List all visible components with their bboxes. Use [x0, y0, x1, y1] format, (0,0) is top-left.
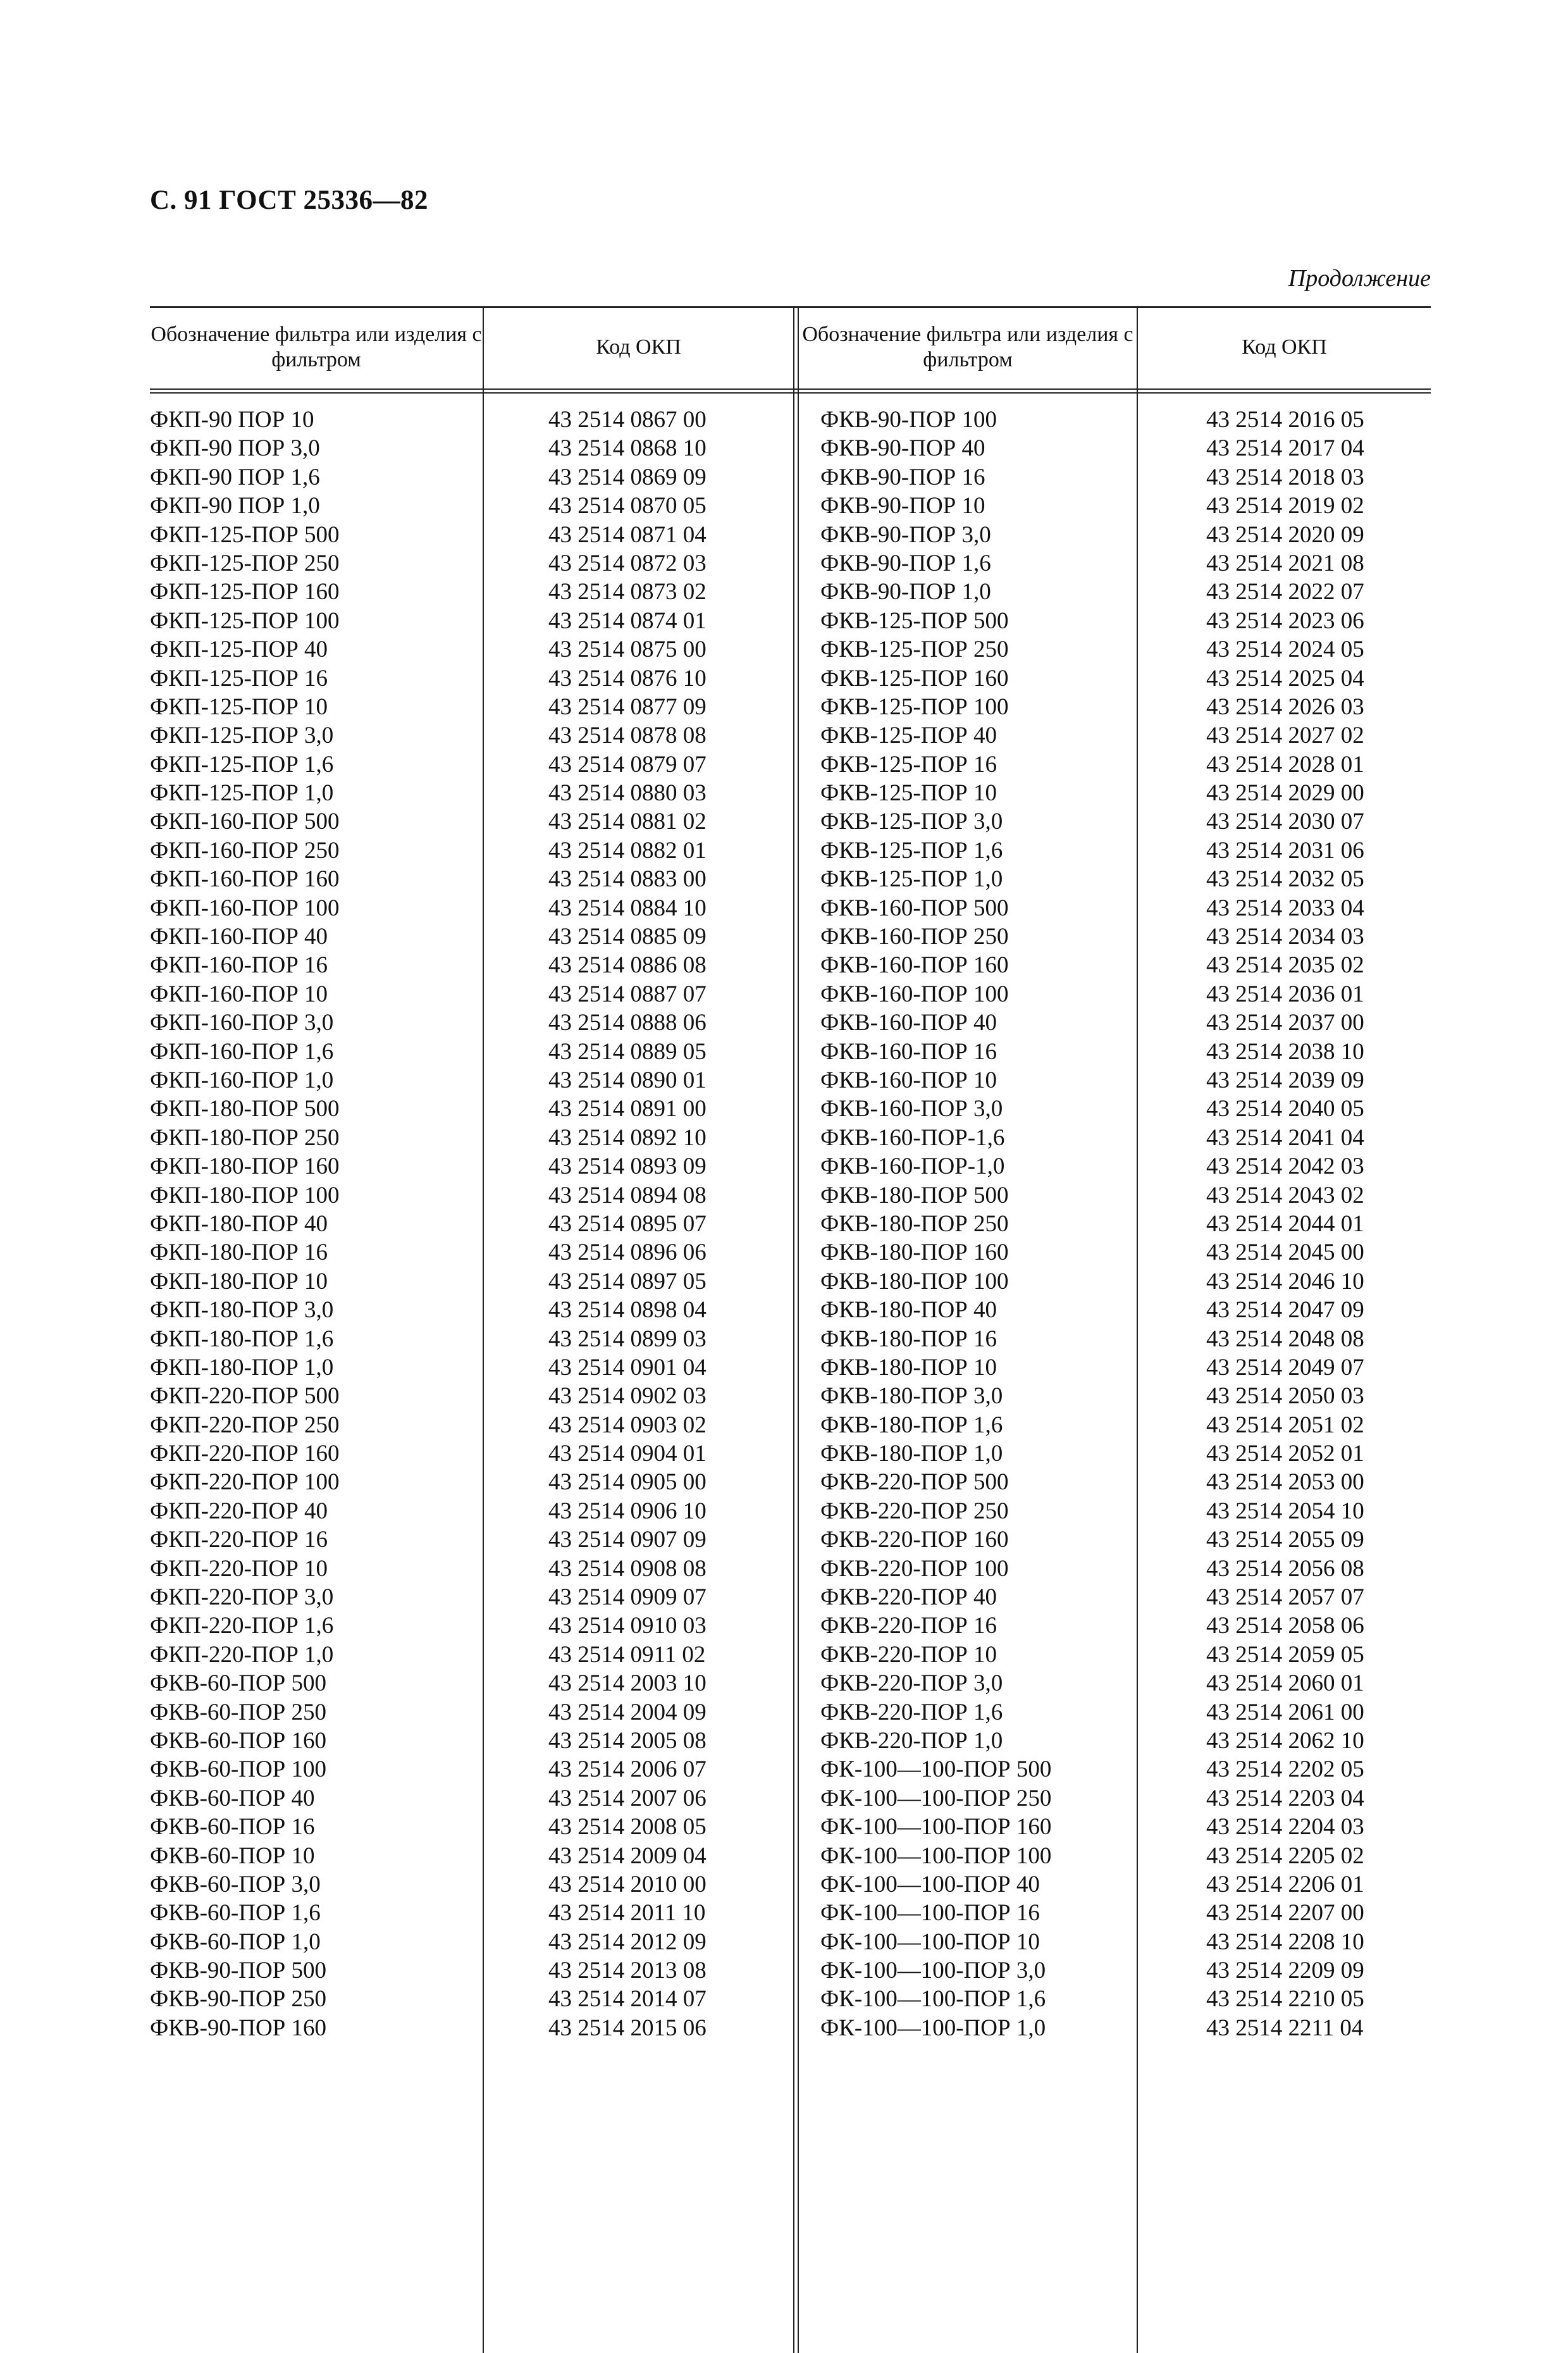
cell-okp-right: 43 2514 2029 00 — [1206, 780, 1364, 807]
table-row — [150, 721, 1431, 750]
cell-okp-right: 43 2514 2034 03 — [1206, 924, 1364, 950]
header-bottom-rule-double — [150, 392, 1431, 394]
cell-designation-left: ФКВ-90-ПОР 250 — [150, 1986, 326, 2013]
cell-okp-left: 43 2514 2013 08 — [548, 1958, 707, 1984]
cell-designation-left: ФКП-125-ПОР 1,0 — [150, 780, 334, 807]
table-row — [150, 1181, 1431, 1210]
cell-designation-right: ФКВ-220-ПОР 1,6 — [820, 1699, 1003, 1725]
cell-okp-left: 43 2514 0911 02 — [548, 1641, 706, 1668]
cell-designation-left: ФКВ-60-ПОР 16 — [150, 1814, 315, 1841]
cell-designation-left: ФКП-125-ПОР 500 — [150, 521, 340, 548]
cell-okp-left: 43 2514 0868 10 — [548, 435, 707, 462]
table-row — [150, 693, 1431, 721]
cell-okp-left: 43 2514 0901 04 — [548, 1354, 707, 1381]
cell-designation-right: ФКВ-160-ПОР 250 — [820, 924, 1009, 950]
cell-okp-right: 43 2514 2021 08 — [1206, 550, 1364, 576]
cell-designation-left: ФКП-90 ПОР 1,0 — [150, 493, 320, 519]
cell-okp-right: 43 2514 2033 04 — [1206, 895, 1364, 921]
cell-designation-left: ФКП-125-ПОР 10 — [150, 693, 328, 720]
cell-designation-right: ФКВ-160-ПОР 16 — [820, 1038, 997, 1065]
cell-okp-left: 43 2514 0885 09 — [548, 924, 707, 950]
cell-okp-left: 43 2514 0893 09 — [548, 1153, 707, 1180]
cell-designation-left: ФКВ-60-ПОР 3,0 — [150, 1871, 321, 1897]
cell-okp-right: 43 2514 2205 02 — [1206, 1842, 1364, 1869]
cell-okp-left: 43 2514 0907 09 — [548, 1527, 707, 1553]
cell-okp-left: 43 2514 0891 00 — [548, 1096, 707, 1122]
cell-okp-left: 43 2514 0894 08 — [548, 1182, 707, 1208]
cell-okp-left: 43 2514 2008 05 — [548, 1814, 707, 1841]
cell-okp-left: 43 2514 0902 03 — [548, 1383, 707, 1410]
table-row — [150, 807, 1431, 836]
cell-okp-right: 43 2514 2022 07 — [1206, 579, 1364, 605]
table-row — [150, 492, 1431, 520]
cell-okp-left: 43 2514 0908 08 — [548, 1555, 707, 1582]
table-row — [150, 1525, 1431, 1554]
cell-designation-right: ФК-100—100-ПОР 160 — [820, 1814, 1052, 1841]
cell-okp-left: 43 2514 2012 09 — [548, 1928, 707, 1955]
table-row — [150, 1755, 1431, 1784]
cell-designation-left: ФКП-90 ПОР 1,6 — [150, 464, 320, 490]
cell-okp-right: 43 2514 2046 10 — [1206, 1268, 1364, 1294]
cell-designation-left: ФКП-160-ПОР 500 — [150, 809, 340, 835]
table-row — [150, 1066, 1431, 1095]
cell-okp-right: 43 2514 2042 03 — [1206, 1153, 1364, 1180]
cell-designation-left: ФКВ-60-ПОР 500 — [150, 1670, 326, 1697]
table-row — [150, 750, 1431, 779]
table-row — [150, 779, 1431, 807]
cell-okp-right: 43 2514 2059 05 — [1206, 1641, 1364, 1668]
cell-designation-right: ФКВ-125-ПОР 100 — [820, 693, 1009, 720]
cell-okp-right: 43 2514 2060 01 — [1206, 1670, 1364, 1697]
cell-designation-left: ФКП-180-ПОР 40 — [150, 1210, 328, 1237]
cell-okp-left: 43 2514 0887 07 — [548, 981, 707, 1007]
table-row — [150, 1382, 1431, 1410]
table-row — [150, 1583, 1431, 1611]
cell-designation-right: ФКВ-160-ПОР 3,0 — [820, 1096, 1003, 1122]
cell-designation-right: ФКВ-90-ПОР 100 — [820, 407, 997, 433]
cell-okp-left: 43 2514 2006 07 — [548, 1756, 707, 1783]
cell-okp-right: 43 2514 2049 07 — [1206, 1354, 1364, 1381]
cell-okp-left: 43 2514 2005 08 — [548, 1727, 707, 1754]
table-row — [150, 406, 1431, 434]
cell-designation-right: ФК-100—100-ПОР 250 — [820, 1785, 1052, 1811]
cell-okp-right: 43 2514 2044 01 — [1206, 1210, 1364, 1237]
cell-designation-right: ФК-100—100-ПОР 10 — [820, 1928, 1040, 1955]
cell-okp-left: 43 2514 0895 07 — [548, 1210, 707, 1237]
cell-designation-left: ФКП-125-ПОР 16 — [150, 665, 328, 692]
cell-okp-right: 43 2514 2040 05 — [1206, 1096, 1364, 1122]
cell-okp-right: 43 2514 2211 04 — [1206, 2015, 1364, 2041]
cell-okp-right: 43 2514 2204 03 — [1206, 1814, 1364, 1841]
cell-okp-left: 43 2514 0879 07 — [548, 751, 707, 778]
table-row — [150, 1555, 1431, 1583]
table-row — [150, 1784, 1431, 1813]
table-row — [150, 549, 1431, 578]
cell-okp-left: 43 2514 2007 06 — [548, 1785, 707, 1811]
cell-okp-right: 43 2514 2039 09 — [1206, 1067, 1364, 1093]
table-row — [150, 1813, 1431, 1841]
cell-okp-left: 43 2514 0896 06 — [548, 1239, 707, 1266]
cell-okp-left: 43 2514 2015 06 — [548, 2015, 707, 2041]
cell-okp-left: 43 2514 2014 07 — [548, 1986, 707, 2013]
cell-okp-left: 43 2514 0869 09 — [548, 464, 707, 490]
continuation-label: Продолжение — [1288, 265, 1431, 292]
cell-designation-left: ФКП-125-ПОР 160 — [150, 579, 340, 605]
cell-designation-left: ФКП-160-ПОР 1,0 — [150, 1067, 334, 1093]
cell-okp-right: 43 2514 2056 08 — [1206, 1555, 1364, 1582]
table-row — [150, 1095, 1431, 1123]
cell-designation-right: ФКВ-180-ПОР 1,0 — [820, 1441, 1003, 1467]
cell-okp-left: 43 2514 0875 00 — [548, 636, 707, 663]
header-okp-code-2: Код ОКП — [1242, 335, 1327, 359]
table-row — [150, 1210, 1431, 1238]
table-row — [150, 2014, 1431, 2042]
table-row — [150, 980, 1431, 1009]
cell-designation-right: ФК-100—100-ПОР 500 — [820, 1756, 1052, 1783]
cell-designation-right: ФКВ-90-ПОР 40 — [820, 435, 985, 462]
cell-okp-left: 43 2514 0905 00 — [548, 1469, 707, 1496]
cell-designation-left: ФКП-125-ПОР 40 — [150, 636, 328, 663]
table-row — [150, 1124, 1431, 1152]
cell-okp-right: 43 2514 2202 05 — [1206, 1756, 1364, 1783]
cell-designation-left: ФКП-160-ПОР 10 — [150, 981, 328, 1007]
cell-okp-right: 43 2514 2062 10 — [1206, 1727, 1364, 1754]
cell-okp-left: 43 2514 0867 00 — [548, 407, 707, 433]
cell-designation-left: ФКВ-90-ПОР 160 — [150, 2015, 326, 2041]
cell-okp-right: 43 2514 2018 03 — [1206, 464, 1364, 490]
cell-designation-left: ФКП-180-ПОР 160 — [150, 1153, 340, 1180]
cell-designation-right: ФКВ-90-ПОР 1,6 — [820, 550, 991, 576]
cell-designation-right: ФКВ-180-ПОР 3,0 — [820, 1383, 1003, 1410]
cell-designation-right: ФКВ-125-ПОР 250 — [820, 636, 1009, 663]
cell-okp-right: 43 2514 2050 03 — [1206, 1383, 1364, 1410]
cell-okp-left: 43 2514 0890 01 — [548, 1067, 707, 1093]
cell-okp-right: 43 2514 2020 09 — [1206, 521, 1364, 548]
table-row — [150, 434, 1431, 463]
table-row — [150, 463, 1431, 492]
cell-designation-left: ФКВ-60-ПОР 160 — [150, 1727, 326, 1754]
cell-okp-left: 43 2514 0876 10 — [548, 665, 707, 692]
table-row — [150, 1009, 1431, 1037]
cell-okp-left: 43 2514 2010 00 — [548, 1871, 707, 1897]
cell-designation-right: ФК-100—100-ПОР 1,6 — [820, 1986, 1046, 2013]
cell-okp-right: 43 2514 2037 00 — [1206, 1010, 1364, 1036]
table-row — [150, 521, 1431, 549]
table-row — [150, 1267, 1431, 1296]
cell-designation-right: ФКВ-160-ПОР 40 — [820, 1010, 997, 1036]
table-row — [150, 1641, 1431, 1669]
table-row — [150, 1928, 1431, 1956]
cell-designation-right: ФКВ-180-ПОР 10 — [820, 1354, 997, 1381]
table-row — [150, 1985, 1431, 2013]
cell-designation-left: ФКП-220-ПОР 100 — [150, 1469, 340, 1496]
cell-designation-right: ФКВ-160-ПОР 10 — [820, 1067, 997, 1093]
table-row — [150, 1296, 1431, 1324]
cell-designation-right: ФКВ-160-ПОР 160 — [820, 952, 1009, 979]
cell-designation-right: ФКВ-125-ПОР 10 — [820, 780, 997, 807]
cell-designation-right: ФК-100—100-ПОР 3,0 — [820, 1958, 1046, 1984]
cell-okp-right: 43 2514 2051 02 — [1206, 1412, 1364, 1438]
cell-designation-right: ФКВ-125-ПОР 3,0 — [820, 809, 1003, 835]
page-header: С. 91 ГОСТ 25336—82 — [150, 185, 429, 215]
cell-okp-right: 43 2514 2207 00 — [1206, 1900, 1364, 1927]
cell-designation-right: ФКВ-125-ПОР 500 — [820, 607, 1009, 634]
table-row — [150, 1152, 1431, 1181]
table-row — [150, 922, 1431, 951]
cell-designation-right: ФКВ-160-ПОР 100 — [820, 981, 1009, 1007]
cell-designation-right: ФКВ-90-ПОР 10 — [820, 493, 985, 519]
cell-okp-right: 43 2514 2026 03 — [1206, 693, 1364, 720]
cell-okp-right: 43 2514 2058 06 — [1206, 1613, 1364, 1639]
cell-okp-right: 43 2514 2045 00 — [1206, 1239, 1364, 1266]
table-row — [150, 865, 1431, 893]
cell-designation-left: ФКП-90 ПОР 3,0 — [150, 435, 320, 462]
cell-okp-right: 43 2514 2019 02 — [1206, 493, 1364, 519]
cell-okp-right: 43 2514 2025 04 — [1206, 665, 1364, 692]
cell-designation-left: ФКП-90 ПОР 10 — [150, 407, 314, 433]
cell-okp-left: 43 2514 0888 06 — [548, 1010, 707, 1036]
cell-designation-left: ФКП-220-ПОР 16 — [150, 1527, 328, 1553]
cell-designation-left: ФКП-180-ПОР 16 — [150, 1239, 328, 1266]
cell-okp-left: 43 2514 0886 08 — [548, 952, 707, 979]
cell-designation-right: ФК-100—100-ПОР 100 — [820, 1842, 1052, 1869]
cell-okp-right: 43 2514 2035 02 — [1206, 952, 1364, 979]
cell-okp-right: 43 2514 2048 08 — [1206, 1326, 1364, 1352]
cell-designation-left: ФКВ-60-ПОР 250 — [150, 1699, 326, 1725]
cell-designation-right: ФКВ-160-ПОР-1,0 — [820, 1153, 1005, 1180]
cell-okp-left: 43 2514 0904 01 — [548, 1441, 707, 1467]
cell-designation-right: ФКВ-220-ПОР 16 — [820, 1613, 997, 1639]
cell-designation-right: ФКВ-160-ПОР-1,6 — [820, 1124, 1005, 1151]
cell-okp-right: 43 2514 2016 05 — [1206, 407, 1364, 433]
cell-okp-right: 43 2514 2038 10 — [1206, 1038, 1364, 1065]
cell-designation-right: ФКВ-220-ПОР 100 — [820, 1555, 1009, 1582]
table-row — [150, 578, 1431, 606]
table-row — [150, 1497, 1431, 1525]
table-row — [150, 951, 1431, 979]
cell-designation-left: ФКВ-60-ПОР 1,6 — [150, 1900, 321, 1927]
cell-designation-right: ФК-100—100-ПОР 16 — [820, 1900, 1040, 1927]
cell-okp-left: 43 2514 0874 01 — [548, 607, 707, 634]
cell-designation-right: ФКВ-90-ПОР 16 — [820, 464, 985, 490]
cell-designation-left: ФКП-220-ПОР 250 — [150, 1412, 340, 1438]
cell-okp-right: 43 2514 2061 00 — [1206, 1699, 1364, 1725]
cell-okp-left: 43 2514 0910 03 — [548, 1613, 707, 1639]
table-row — [150, 607, 1431, 635]
cell-designation-right: ФКВ-90-ПОР 3,0 — [820, 521, 991, 548]
cell-designation-left: ФКВ-60-ПОР 100 — [150, 1756, 326, 1783]
header-okp-code-1: Код ОКП — [596, 335, 681, 359]
cell-designation-right: ФКВ-90-ПОР 1,0 — [820, 579, 991, 605]
cell-okp-left: 43 2514 2011 10 — [548, 1900, 706, 1927]
cell-designation-right: ФКВ-220-ПОР 10 — [820, 1641, 997, 1668]
cell-designation-right: ФКВ-220-ПОР 250 — [820, 1498, 1009, 1524]
cell-designation-right: ФКВ-220-ПОР 3,0 — [820, 1670, 1003, 1697]
header-designation-1: Обозначение фильтра или изделия с фильтром — [151, 323, 482, 371]
table-row — [150, 1238, 1431, 1267]
table-row — [150, 1899, 1431, 1927]
cell-okp-right: 43 2514 2206 01 — [1206, 1871, 1364, 1897]
cell-okp-left: 43 2514 0877 09 — [548, 693, 707, 720]
cell-designation-right: ФКВ-220-ПОР 40 — [820, 1584, 997, 1611]
cell-designation-left: ФКВ-60-ПОР 10 — [150, 1842, 315, 1869]
cell-designation-left: ФКП-220-ПОР 160 — [150, 1441, 340, 1467]
table-row — [150, 1870, 1431, 1899]
cell-okp-right: 43 2514 2028 01 — [1206, 751, 1364, 778]
table-row — [150, 635, 1431, 664]
cell-designation-left: ФКП-180-ПОР 100 — [150, 1182, 340, 1208]
cell-designation-right: ФКВ-220-ПОР 1,0 — [820, 1727, 1003, 1754]
cell-designation-right: ФК-100—100-ПОР 40 — [820, 1871, 1040, 1897]
cell-designation-right: ФКВ-180-ПОР 250 — [820, 1210, 1009, 1237]
cell-okp-left: 43 2514 0872 03 — [548, 550, 707, 576]
table-row — [150, 664, 1431, 693]
cell-okp-right: 43 2514 2057 07 — [1206, 1584, 1364, 1611]
table-row — [150, 1411, 1431, 1439]
table-row — [150, 1727, 1431, 1755]
cell-designation-right: ФКВ-180-ПОР 40 — [820, 1297, 997, 1324]
cell-okp-right: 43 2514 2203 04 — [1206, 1785, 1364, 1811]
cell-designation-left: ФКВ-60-ПОР 40 — [150, 1785, 315, 1811]
cell-designation-left: ФКП-180-ПОР 1,0 — [150, 1354, 334, 1381]
cell-okp-left: 43 2514 0881 02 — [548, 809, 707, 835]
table-row — [150, 1842, 1431, 1870]
cell-okp-left: 43 2514 0870 05 — [548, 493, 707, 519]
cell-okp-left: 43 2514 0892 10 — [548, 1124, 707, 1151]
cell-okp-left: 43 2514 2004 09 — [548, 1699, 707, 1725]
header-bottom-rule — [150, 388, 1431, 390]
cell-designation-right: ФКВ-180-ПОР 16 — [820, 1326, 997, 1352]
cell-designation-left: ФКП-160-ПОР 40 — [150, 924, 328, 950]
cell-designation-right: ФКВ-220-ПОР 500 — [820, 1469, 1009, 1496]
cell-designation-left: ФКП-180-ПОР 500 — [150, 1096, 340, 1122]
cell-okp-right: 43 2514 2017 04 — [1206, 435, 1364, 462]
cell-designation-right: ФКВ-125-ПОР 1,0 — [820, 866, 1003, 893]
cell-designation-left: ФКП-180-ПОР 10 — [150, 1268, 328, 1294]
cell-okp-left: 43 2514 0883 00 — [548, 866, 707, 893]
cell-designation-left: ФКП-125-ПОР 3,0 — [150, 723, 334, 749]
cell-designation-right: ФКВ-125-ПОР 40 — [820, 723, 997, 749]
cell-designation-left: ФКП-220-ПОР 500 — [150, 1383, 340, 1410]
cell-okp-left: 43 2514 0873 02 — [548, 579, 707, 605]
cell-okp-left: 43 2514 0899 03 — [548, 1326, 707, 1352]
cell-designation-right: ФКВ-125-ПОР 16 — [820, 751, 997, 778]
header-designation-2: Обозначение фильтра или изделия с фильтром — [802, 323, 1133, 371]
cell-designation-right: ФКВ-125-ПОР 160 — [820, 665, 1009, 692]
cell-designation-left: ФКП-220-ПОР 3,0 — [150, 1584, 334, 1611]
cell-okp-left: 43 2514 0906 10 — [548, 1498, 707, 1524]
cell-okp-left: 43 2514 0871 04 — [548, 521, 707, 548]
table-row — [150, 836, 1431, 865]
cell-okp-right: 43 2514 2023 06 — [1206, 607, 1364, 634]
cell-okp-left: 43 2514 2003 10 — [548, 1670, 707, 1697]
cell-designation-right: ФКВ-180-ПОР 1,6 — [820, 1412, 1003, 1438]
cell-okp-left: 43 2514 0898 04 — [548, 1297, 707, 1324]
cell-okp-left: 43 2514 0903 02 — [548, 1412, 707, 1438]
cell-okp-right: 43 2514 2032 05 — [1206, 866, 1364, 893]
table-row — [150, 1353, 1431, 1382]
cell-okp-right: 43 2514 2210 05 — [1206, 1986, 1364, 2013]
cell-okp-left: 43 2514 0897 05 — [548, 1268, 707, 1294]
cell-okp-right: 43 2514 2052 01 — [1206, 1441, 1364, 1467]
cell-designation-left: ФКП-220-ПОР 40 — [150, 1498, 328, 1524]
cell-okp-left: 43 2514 0880 03 — [548, 780, 707, 807]
cell-okp-left: 43 2514 2009 04 — [548, 1842, 707, 1869]
cell-designation-right: ФКВ-180-ПОР 500 — [820, 1182, 1009, 1208]
cell-designation-left: ФКВ-90-ПОР 500 — [150, 1958, 326, 1984]
cell-okp-left: 43 2514 0884 10 — [548, 895, 707, 921]
table-row — [150, 1325, 1431, 1353]
cell-okp-left: 43 2514 0889 05 — [548, 1038, 707, 1065]
cell-designation-left: ФКП-125-ПОР 100 — [150, 607, 340, 634]
cell-okp-right: 43 2514 2041 04 — [1206, 1124, 1364, 1151]
cell-okp-right: 43 2514 2055 09 — [1206, 1527, 1364, 1553]
cell-designation-right: ФКВ-180-ПОР 100 — [820, 1268, 1009, 1294]
table-row — [150, 1468, 1431, 1496]
cell-okp-right: 43 2514 2031 06 — [1206, 837, 1364, 864]
cell-designation-right: ФКВ-180-ПОР 160 — [820, 1239, 1009, 1266]
cell-designation-right: ФКВ-160-ПОР 500 — [820, 895, 1009, 921]
table-body — [150, 406, 1431, 2042]
cell-designation-left: ФКП-160-ПОР 1,6 — [150, 1038, 334, 1065]
table-row — [150, 1956, 1431, 1985]
cell-designation-left: ФКП-160-ПОР 100 — [150, 895, 340, 921]
cell-designation-left: ФКП-125-ПОР 250 — [150, 550, 340, 576]
cell-designation-left: ФКП-125-ПОР 1,6 — [150, 751, 334, 778]
cell-designation-left: ФКП-220-ПОР 10 — [150, 1555, 328, 1582]
cell-designation-left: ФКП-160-ПОР 160 — [150, 866, 340, 893]
table-row — [150, 1038, 1431, 1066]
cell-designation-left: ФКП-220-ПОР 1,6 — [150, 1613, 334, 1639]
cell-okp-right: 43 2514 2047 09 — [1206, 1297, 1364, 1324]
cell-designation-left: ФКП-220-ПОР 1,0 — [150, 1641, 334, 1668]
cell-okp-left: 43 2514 0909 07 — [548, 1584, 707, 1611]
cell-okp-right: 43 2514 2043 02 — [1206, 1182, 1364, 1208]
cell-designation-right: ФКВ-220-ПОР 160 — [820, 1527, 1009, 1553]
cell-designation-left: ФКП-180-ПОР 250 — [150, 1124, 340, 1151]
table-row — [150, 1611, 1431, 1640]
cell-okp-right: 43 2514 2053 00 — [1206, 1469, 1364, 1496]
cell-designation-right: ФК-100—100-ПОР 1,0 — [820, 2015, 1046, 2041]
table-row — [150, 1439, 1431, 1468]
cell-designation-left: ФКП-180-ПОР 1,6 — [150, 1326, 334, 1352]
cell-okp-right: 43 2514 2036 01 — [1206, 981, 1364, 1007]
cell-designation-left: ФКП-180-ПОР 3,0 — [150, 1297, 334, 1324]
cell-designation-left: ФКП-160-ПОР 250 — [150, 837, 340, 864]
cell-okp-left: 43 2514 0882 01 — [548, 837, 707, 864]
cell-okp-right: 43 2514 2209 09 — [1206, 1958, 1364, 1984]
cell-okp-left: 43 2514 0878 08 — [548, 723, 707, 749]
cell-designation-left: ФКП-160-ПОР 16 — [150, 952, 328, 979]
table-row — [150, 894, 1431, 922]
cell-designation-left: ФКВ-60-ПОР 1,0 — [150, 1928, 321, 1955]
cell-designation-right: ФКВ-125-ПОР 1,6 — [820, 837, 1003, 864]
table-row — [150, 1669, 1431, 1698]
cell-okp-right: 43 2514 2030 07 — [1206, 809, 1364, 835]
cell-okp-right: 43 2514 2208 10 — [1206, 1928, 1364, 1955]
cell-designation-left: ФКП-160-ПОР 3,0 — [150, 1010, 334, 1036]
cell-okp-right: 43 2514 2027 02 — [1206, 723, 1364, 749]
cell-okp-right: 43 2514 2054 10 — [1206, 1498, 1364, 1524]
cell-okp-right: 43 2514 2024 05 — [1206, 636, 1364, 663]
table-row — [150, 1698, 1431, 1727]
